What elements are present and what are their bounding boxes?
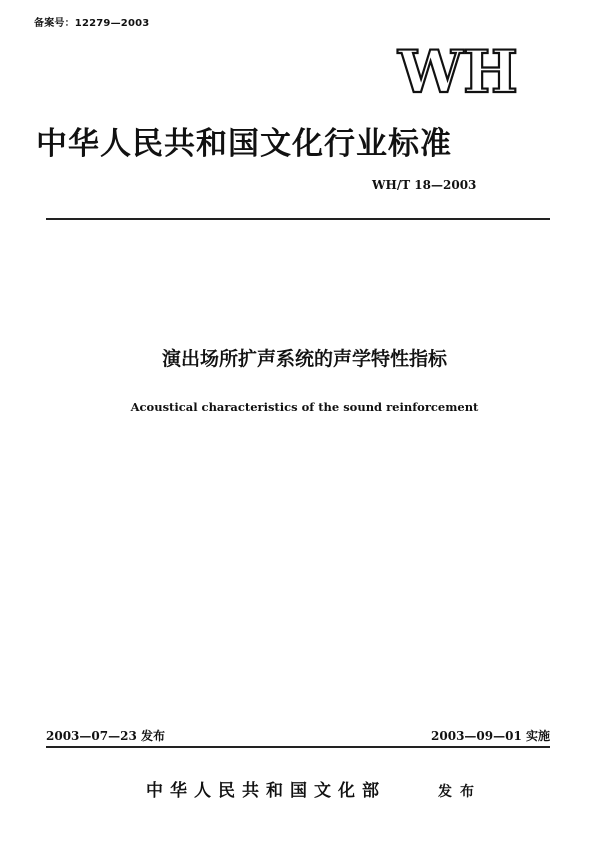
publisher: 中华人民共和国文化部 xyxy=(146,781,386,801)
publish-label: 发布 xyxy=(438,784,482,800)
footer-divider xyxy=(46,746,550,748)
document-title-zh: 演出场所扩声系统的声学特性指标 xyxy=(161,348,447,370)
header-divider xyxy=(46,218,550,220)
organization-title: 中华人民共和国文化行业标准 xyxy=(36,126,452,162)
wh-logo xyxy=(393,42,523,100)
implementation-date: 2003—09—01 实施 xyxy=(431,729,550,743)
document-title-en: Acoustical characteristics of the sound reinforcement xyxy=(130,400,479,414)
record-number: 备案号：12279—2003 xyxy=(34,18,150,29)
logo-text: WH xyxy=(398,42,518,100)
issue-date: 2003—07—23 发布 xyxy=(46,729,165,743)
standard-code: WH/T 18—2003 xyxy=(372,178,477,192)
